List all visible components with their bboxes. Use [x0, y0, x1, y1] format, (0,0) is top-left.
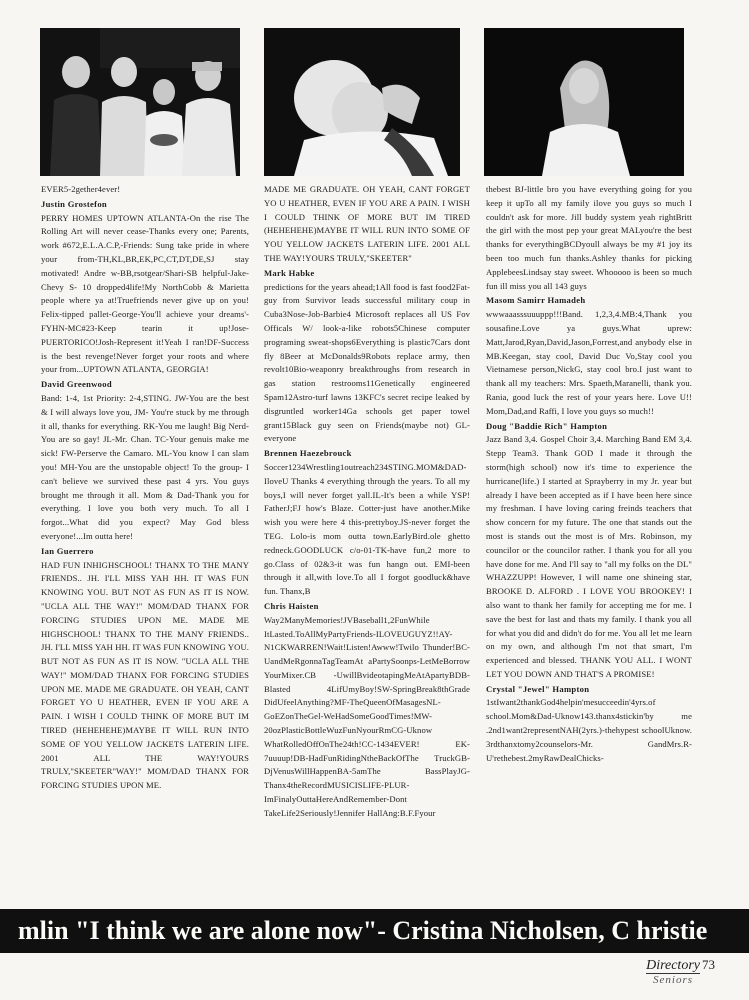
photo-girl-hand-on-head	[264, 28, 460, 176]
senior-entry-text: Way2ManyMemories!JVBaseball1,2FunWhile ItLasted.ToAllMyPartyFriends-ILOVEUGUYZ!!AY-N1CKWARREN!Wait!Listen!Awww!Twilo Thunder!BC-UandMeRgonnaTagTeamAt aPartySoonps-LetMeBorrow YourMixer.CB -UwillBvideotapingMeAtApartyBDB-Blasted 4LifUmyBoy!SW-SpringBreak8thGrade DidUfeelAnything?MF-TheQueenOfMasagesNL-GoEZonTheGel-WeHadSomeGoodTimes!MW-20ozPlasticBottleWuzFunNyourRmCG-Uknow WhatRolledOffOnThe24th!CC-1434EVER! EK-7uuuup!DB-HadFunRidingNtheBackOfThe TruckGB-DjVenusWillHappenBA-5amThe BassPlayJG-Thanx4theRecordMUSICISLIFE-PLUR-ImFinalyOuttaHereAndRemember-Dont TakeLife2Seriously!Jennifer HallAng:B.F.Fyour	[264, 614, 470, 818]
page-number: 73	[702, 957, 715, 972]
senior-name: David Greenwood	[41, 379, 112, 390]
subsection-title: Seniors	[653, 974, 693, 986]
column-1	[41, 183, 249, 889]
senior-name: Mark Habke	[264, 267, 315, 278]
senior-entry-text: thebest BJ-little bro you have everything going for you keep it upTo all my family ilove you guys so much I couldn't ask for more. Jill buddy system yeah rightBritt the girl with the most pep your great MALyou're the best thanks for everythingBCDyoull always be my #1 joy its been too much fun thanks.Ashley thanks for picking ApplebeesLindsay stay sweet. Whooooo is been so much fun ill miss you all 143 guys	[486, 184, 692, 291]
senior-entry-text: predictions for the years ahead;1All food is fast food2Fat-guy from Survivor leads successful military coup in Cuba3Nose-Job-Barbie4 Microsoft replaces all US Fov Officals W/ look-a-like robots5Chinese computer programing sweat-shops6Everything is plastic7Cars dont fly 8Beer at McDonalds9Robots replace army, then revolt10Bio-weaponry breakthroughs from research in gas station restrooms11Genetically engineered Spam12Astro-turf lawns 13KFC's secret recipe leaked by disgruntled worker14Ga schools get paper towel grant15Black guy seen on Friends(maybe not) GL-everyone	[264, 281, 470, 444]
senior-name: Masom Samirr Hamadeh	[486, 295, 586, 306]
senior-entry-text: 1stIwant2thankGod4helpin'mesucceedin'4yrs.of school.Mom&Dad-Uknow143.thanx4stickin'by me .2nd1want2representNAH(2yrs.)-thehypest schoolUknow. 3rdthanxtomy2counselors-Mr. GandMrs.R-U'rethebest.2myRawDealChicks-	[486, 697, 692, 763]
column-2	[264, 183, 470, 889]
quote-banner: mlin "I think we are alone now"- Cristina Nicholsen, C hristie	[0, 909, 749, 953]
senior-entry-text: HAD FUN INHIGHSCHOOL! THANX TO THE MANY FRIENDS.. JH. I'LL MISS YAH HH. IT WAS FUN KNOWING YOU. BUT NOT AS FUN AS IT IS NOW. "UCLA ALL THE WAY!" MOM/DAD THANX FOR FORCING STUDIES UPON ME. MADE ME HIGHSCHOOL! THANX TO THE MANY FRIENDS.. JH. I'LL MISS YAH HH. IT WAS FUN KNOWING YOU. BUT NOT AS FUN AS IT IS NOW. "UCLA ALL THE WAY!" MOM/DAD THANX FOR FORCING STUDIES UPON ME. MADE ME GRADUATE. OH YEAH, CANT FORGET YO U HEATHER, EVEN IF YOU ARE A PAIN. I WISH I COULD THINK OF MORE BUT IM TIRED (HEHEHEHE)MAYBE IT WILL RUN INTO SOME OF YOU YELLOW JACKETS LATERIN LIFE. 2001 ALL THE WAY!YOURS TRULY,"SKEETER"WAY!" MOM/DAD THANX FOR FORCING STUDIES UPON ME.	[41, 559, 249, 791]
group-photo-four-students	[40, 28, 240, 176]
senior-entry-text: Jazz Band 3,4. Gospel Choir 3,4. Marching Band EM 3,4. Stepp Team3. Thank GOD I made it through the storm(high school) now it's time to experience the hurricane(life.) I started at Sprayberry in my Jr. year but already I have been accepted as if I have been here since my freshman. I have loving caring freinds teachers that show concern for my future. The one that stands out the most is stands out the most is of Mrs. Robinson, my councilor or the councilor rather. I thank you for all you have done for me. And I'll say to "all my folks on the DL" WHAZZUPP! However, I will name one shineing star, BROOKE D. ALFORD . I LOVE YOU BROOKEY! I also want to thank her family for accepting me for me. I save the best for last and thats my family. I thank you all for what you did and didn't do for me. You all let me learn on my own, and although I'm not that smart, I'm experienced and blessed. THANK YOU ALL. I WONT LET YOU DOWN AND THAT'S A PROMISE!	[486, 434, 692, 679]
section-title: Directory	[646, 958, 700, 973]
senior-name: Justin Grostefon	[41, 198, 107, 209]
senior-entry-text: Soccer1234Wrestling1outreach234STING.MOM&DAD-IloveU Thanks 4 everything through the years. To all my boys,I will never forget yall.IL-It's been a while YSP! FatherJ;FJ how's Blaze. Cotter-just have another.Mike wish you were here 4 this-prettyboy.JS-never forget the TEG. Lolo-is mom outta town.EarlyBird.ole ghetto redneck.GOODLUCK c/o-01-TK-have fun,2 more to go.Class of 02&3-it was fun hangn out. EMI-been through it all,with love.To all I forgot goodluck&have fun. Thanx,B	[264, 461, 470, 597]
senior-name: Crystal "Jewel" Hampton	[486, 683, 590, 694]
senior-name: Chris Haisten	[264, 600, 319, 611]
senior-entry-text: Band: 1-4, 1st Priority: 2-4,STING. JW-You are the best & I will always love you, JM- You're stuck by me through it all, thanks for everything. RK-You me laugh! Big Nerd-You are so gay! JL-Mr. Chan. TC-Your genuis make me sick! FW-Perserve the Camaro. ML-You know I can slam you! MH-You are the unstopable object! To the group- I can't believe we survived these past 4 yrs. You guys brought me through it all. Mom & Dad-Thank you for everything. I love you both very much. To all I forgot...What did you expect? May God bless everyone!...Im outta here!	[41, 392, 249, 541]
senior-entry-text: PERRY HOMES UPTOWN ATLANTA-On the rise The Rolling Art will never cease-Thanks every one; Parents, work #672,E.L.A.C.P,-Friends: Sung take pride in where your from-TH,KL,BR,EK,PC,CT,DT,DE,SJ stay motivated! Andre w-BB,rsotgear/Shari-SB helpful-Jake-Chevy S- 10 dropped4life!My NorthCobb & Marietta people where ya at!Truefriends never give up on you! Felix-tipped pallet-George-You'll achieve your dreams'-FYHN-MC#23-Keep tearin it up!Jose-PUERTORICO!Josh-Represent it!Yeah I ran!DF-Success is the best revenge!Never forget your roots and where your from...UPTOWN ATLANTA, GEORGIA!	[41, 212, 249, 375]
page-footer	[646, 956, 715, 986]
photo-girl-long-hair	[484, 28, 684, 176]
senior-name: Doug "Baddie Rich" Hampton	[486, 420, 608, 431]
senior-entry-text: EVER5-2gether4ever!	[41, 184, 121, 194]
senior-name: Brennen Haezebrouck	[264, 448, 352, 459]
senior-entry-text: MADE ME GRADUATE. OH YEAH, CANT FORGET YO U HEATHER, EVEN IF YOU ARE A PAIN. I WISH I COULD THINK OF MORE BUT IM TIRED (HEHEHEHE)MAYBE IT WILL RUN INTO SOME OF YOU YELLOW JACKETS LATERIN LIFE. 2001 ALL THE WAY!YOURS TRULY,"SKEETER"	[264, 184, 470, 263]
senior-entry-text: wwwaaasssuuuppp!!!Band. 1,2,3,4.MB:4,Thank you sousafine.Love ya guys.What uprew: Matt,Jarod,Ryan,David,Jason,Forrest,and anybody else in MB.Keegan, stay cool, David Duc Vo,Stay cool you Vietnamese person,NickG, stay cool bro.I just want to thank all my teachers: Mrs. Spaeth,Maranelli, thank you. Rania, good luck the rest of your years here. Love U!! Mom,Dad,and Raffi, I love you guys so much!!	[486, 309, 692, 416]
senior-name: Ian Guerrero	[41, 545, 94, 556]
column-3	[486, 183, 692, 889]
